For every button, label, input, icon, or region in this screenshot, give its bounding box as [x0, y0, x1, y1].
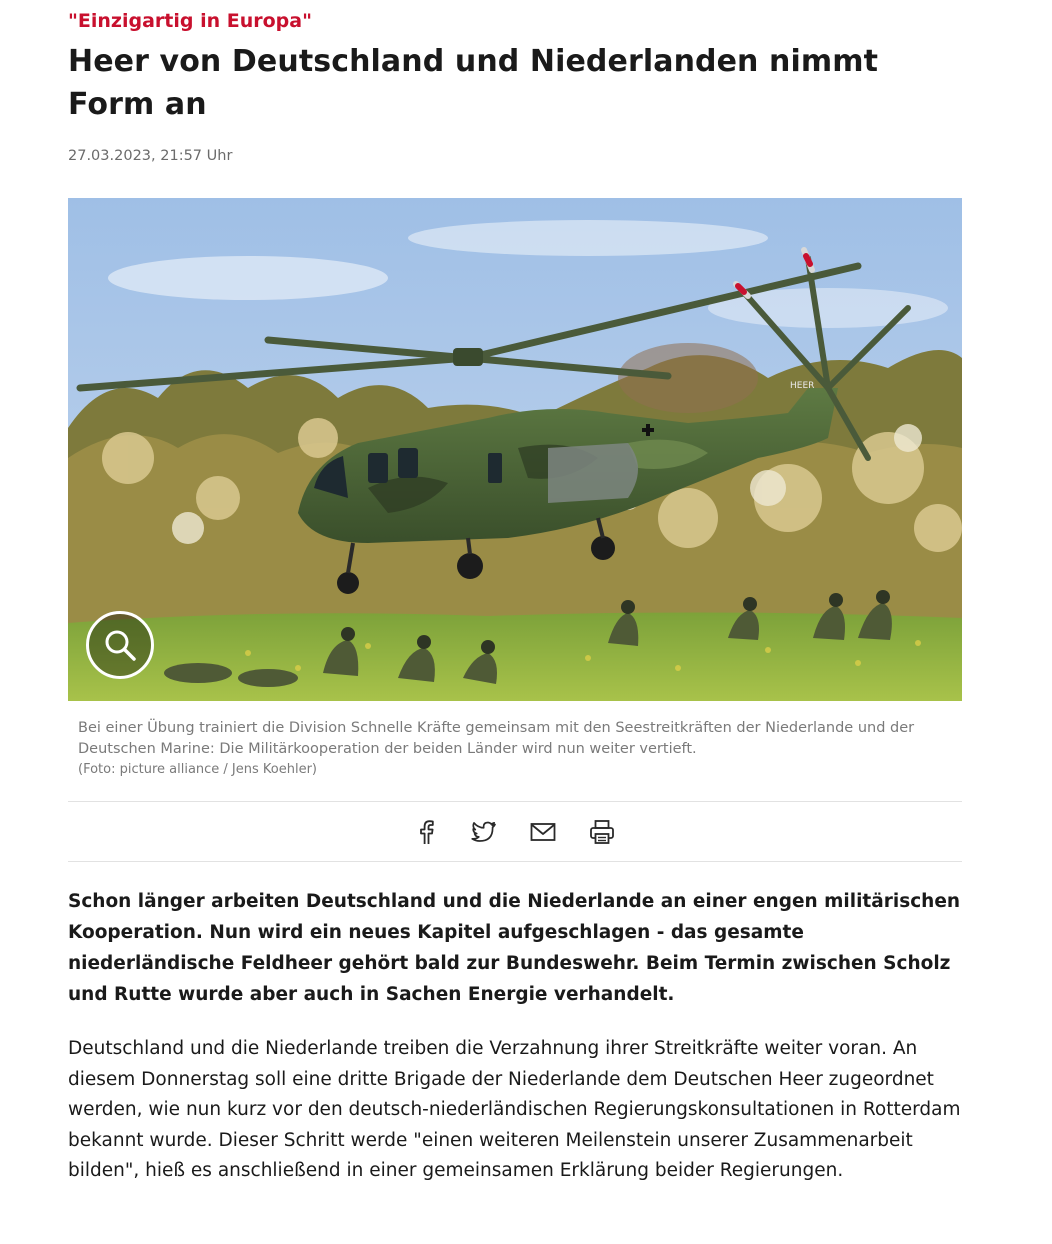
article-kicker: "Einzigartig in Europa" — [68, 10, 312, 32]
image-credit: (Foto: picture alliance / Jens Koehler) — [78, 762, 318, 777]
article-image[interactable] — [68, 198, 962, 701]
twitter-icon[interactable] — [470, 818, 498, 846]
mail-icon[interactable] — [529, 818, 557, 846]
image-caption: Bei einer Übung trainiert die Division Schnelle Kräfte gemeinsam mit den Seestreitkräften der Niederlande und der Deutschen Marine: Die Militärkooperation der beiden Länder wird nun weiter vertieft. — [78, 720, 915, 757]
divider-bottom — [68, 861, 962, 862]
facebook-icon[interactable] — [412, 818, 440, 846]
article-date: 27.03.2023, 21:57 Uhr — [68, 148, 233, 164]
print-icon[interactable] — [588, 818, 616, 846]
article-body: Deutschland und die Niederlande treiben die Verzahnung ihrer Streitkräfte weiter voran. An diesem Donnerstag soll eine dritte Brigade der Niederlande dem Deutschen Heer zugeordnet werden, wie nun kurz vor den deutsch-niederländischen Regierungskonsultationen in Rotterdam bekannt wurde. Dieser Schritt werde "einen weiteren Meilenstein unserer Zusammenarbeit bilden", hieß es anschließend in einer gemeinsamen Erklärung beider Regierungen. — [68, 1038, 961, 1181]
tail-marking: HEER — [790, 381, 815, 391]
article-headline: Heer von Deutschland und Niederlanden nimmt Form an — [68, 44, 879, 122]
share-bar — [68, 802, 962, 861]
article-lead: Schon länger arbeiten Deutschland und die Niederlande an einer engen militärischen Kooperation. Nun wird ein neues Kapitel aufgeschlagen - das gesamte niederländische Feldheer gehört bald zur Bundeswehr. Beim Termin zwischen Scholz und Rutte wurde aber auch in Sachen Energie verhandelt. — [68, 891, 961, 1005]
image-zoom-button[interactable] — [86, 611, 154, 679]
magnifier-icon — [103, 628, 137, 662]
